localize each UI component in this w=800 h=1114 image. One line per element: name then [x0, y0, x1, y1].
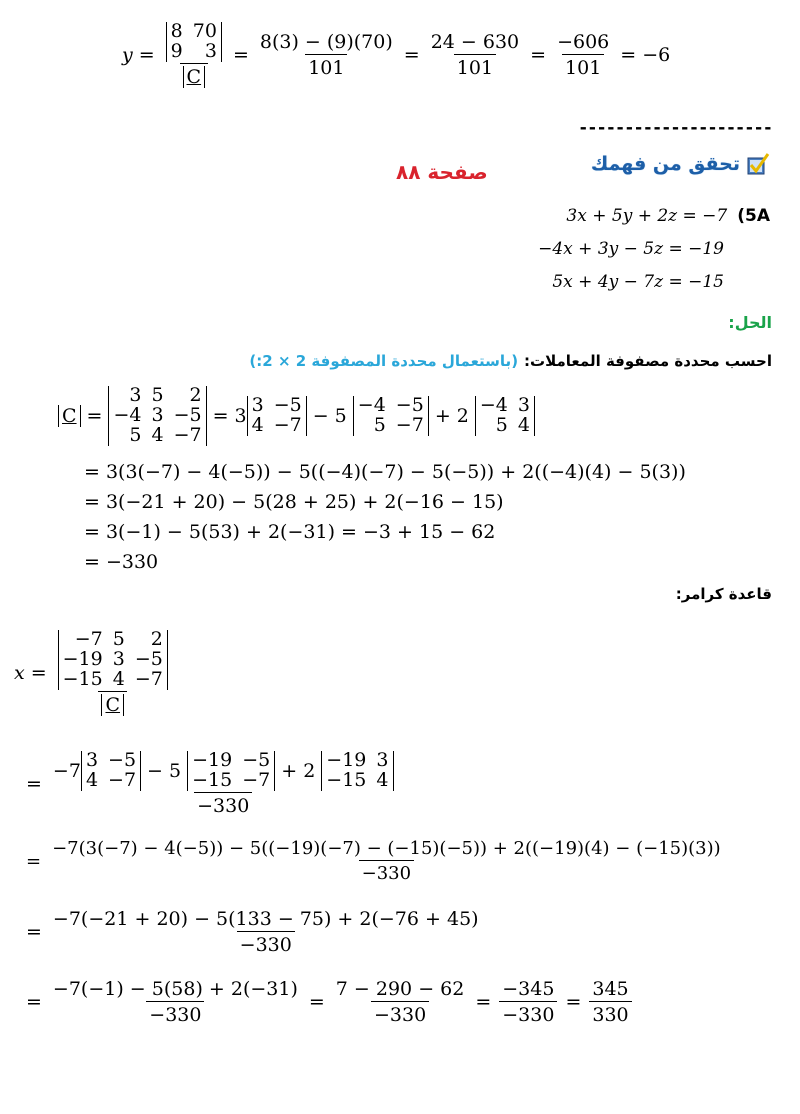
minor-determinant-1 — [81, 751, 141, 791]
math-token: 101 — [454, 54, 496, 79]
math-token: 101 — [305, 54, 347, 79]
problem-label: (5A — [737, 206, 770, 226]
instruction-main: احسب محددة مصفوفة المعاملات: — [524, 352, 772, 370]
x-step-4: = $\frac{-7(-1) - 5(58) + 2(-31)}{-330}$ = $\frac{7 - 290 - 62}{-330}$ = $\frac{-345}{-330}$ = $\frac{345}{330}$ — [26, 978, 634, 1026]
detc-line-5: = −330 — [84, 551, 159, 573]
y-variable: y — [122, 43, 133, 66]
y-step-fraction-2 — [428, 31, 522, 79]
math-token: 3 — [151, 403, 164, 426]
minor-determinant-3 — [321, 751, 393, 791]
math-token: −7 — [173, 423, 202, 446]
math-token: 5 — [373, 413, 386, 436]
math-token: 3 — [112, 647, 125, 670]
math-token: −7 — [52, 759, 81, 782]
math-token: −15 — [192, 768, 233, 791]
math-token: −330 — [371, 1001, 429, 1026]
cofactor-coefficient: + 2 — [434, 404, 469, 427]
minor-determinant-2 — [187, 751, 275, 791]
math-token: 5 — [495, 413, 508, 436]
math-token: 4 — [151, 423, 164, 446]
math-token: −330 — [359, 860, 414, 884]
x-cramer-fraction — [55, 630, 171, 716]
math-token: −5 — [134, 647, 163, 670]
minor-determinant-3 — [475, 393, 535, 436]
math-token: −4 — [113, 403, 142, 426]
math-token: 5 — [129, 423, 142, 446]
x-variable: x — [14, 661, 25, 684]
instruction-paren: (باستعمال محددة المصفوفة 2 × 2:) — [249, 352, 519, 370]
y-step-fraction-1 — [257, 31, 396, 79]
math-token: −15 — [62, 667, 103, 690]
math-token: −7 — [395, 413, 424, 436]
check-understanding-heading — [591, 152, 770, 176]
math-token: −15 — [326, 768, 367, 791]
page-reference: صفحة ٨٨ — [396, 160, 488, 184]
math-token: 5 — [151, 384, 164, 406]
math-token: + 2 — [281, 759, 316, 782]
math-token: −19 — [62, 647, 103, 670]
math-token: 3 — [517, 393, 530, 416]
math-token: 330 — [589, 1001, 631, 1026]
math-token: 345 — [592, 978, 629, 1000]
math-token: −606 — [557, 30, 610, 53]
solution-label: الحل: — [728, 313, 772, 332]
detc-line-1: C = 3 5 2 −4 3 −5 5 4 −7 = 3 3 −5 4 −7 − 5 −4 −5 5 −7 + 2 −4 3 5 4 — [58, 386, 535, 446]
math-token: −5 — [273, 393, 302, 416]
math-token: −7 — [242, 768, 271, 791]
math-token: 7 − 290 − 62 — [335, 978, 465, 1000]
math-token: −7 — [273, 413, 302, 436]
det-entry: 70 — [192, 20, 217, 42]
y-cramer-fraction — [163, 22, 225, 88]
dashed-divider: --------------------- — [578, 118, 772, 138]
math-token: −5 — [395, 393, 424, 416]
math-token: 4 — [251, 413, 264, 436]
y-equation: y = 8 70 9 3 C = $\frac{8(3) - (9)(70)}{101}$ = $\frac{24 - 630}{101}$ = $\frac{-606}{101}$ = −6 — [122, 20, 671, 88]
math-token: −7 — [74, 628, 103, 650]
x-equation: x = −7 5 2 −19 3 −5 −15 4 −7 C — [14, 630, 173, 716]
detc-line-4: = 3(−1) − 5(53) + 2(−31) = −3 + 15 − 62 — [84, 521, 496, 543]
math-token: 8(3) − (9)(70) — [259, 30, 393, 53]
x-step-2: = −7(3(−7) − 4(−5)) − 5((−19)(−7) − (−15)(−5)) + 2((−19)(4) − (−15)(3)) −330 — [26, 838, 726, 884]
math-token: 4 — [376, 768, 389, 791]
y-numerator-determinant — [166, 22, 222, 62]
math-token: 2 — [189, 384, 202, 406]
math-token: 3 — [129, 384, 142, 406]
det-entry: 3 — [204, 39, 217, 62]
math-token: −330 — [194, 792, 252, 817]
x-numerator-determinant — [58, 630, 168, 690]
minor-determinant-2 — [353, 393, 429, 436]
math-token: 4 — [85, 768, 99, 791]
math-token: −7(−1) − 5(58) + 2(−31) — [52, 978, 298, 1000]
matrix-c-symbol: C — [105, 693, 121, 716]
math-token: −19 — [326, 749, 367, 771]
checkmark-icon — [746, 152, 770, 176]
detc-line-2: = 3(3(−7) − 4(−5)) − 5((−4)(−7) − 5(−5)) + 2((−4)(4) − 5(3)) — [84, 461, 686, 483]
x-step-3: = $\frac{-7(-21 + 20) - 5(133 - 75) + 2(-76 + 45)}{-330}$ — [26, 908, 484, 956]
math-token: 3 — [376, 749, 389, 771]
minor-determinant-1 — [247, 393, 307, 436]
math-token: −4 — [357, 393, 386, 416]
math-token: 3 — [85, 749, 99, 771]
math-token: −345 — [502, 978, 555, 1000]
instruction-line — [249, 352, 772, 370]
problem-system — [538, 200, 770, 299]
math-token: − 5 — [147, 759, 182, 782]
coefficient-determinant — [108, 386, 206, 446]
math-token: 3 — [251, 393, 264, 416]
math-token: −330 — [499, 1001, 557, 1026]
math-token: −5 — [173, 403, 202, 426]
cofactor-coefficient: 3 — [234, 404, 247, 427]
equation-2: −4x + 3y − 5z = −19 — [538, 239, 724, 259]
cofactor-coefficient: − 5 — [312, 404, 347, 427]
math-token: −7(3(−7) − 4(−5)) − 5((−19)(−7) − (−15)(−5)) + 2((−19)(4) − (−15)(3)) — [52, 838, 721, 859]
det-entry: 9 — [170, 39, 183, 62]
detc-line-3: = 3(−21 + 20) − 5(28 + 25) + 2(−16 − 15) — [84, 491, 504, 513]
cramer-rule-label: قاعدة كرامر: — [675, 585, 772, 603]
x-step-1: = −7 3 −5 4 −7 − 5 −19 −5 −15 −7 + 2 −19 3 −15 4 −330 — [26, 751, 399, 817]
matrix-c-symbol: C — [62, 404, 77, 427]
check-understanding-label: تحقق من فهمك — [590, 153, 740, 175]
math-token: 101 — [562, 54, 604, 79]
math-token: −7(−21 + 20) − 5(133 − 75) + 2(−76 + 45) — [52, 908, 479, 930]
math-token: −7 — [108, 768, 137, 791]
math-token: 4 — [517, 413, 530, 436]
det-entry: 8 — [170, 20, 183, 42]
equation-1: 3x + 5y + 2z = −7 — [566, 206, 728, 226]
y-result: −6 — [642, 43, 671, 66]
math-token: −5 — [242, 749, 271, 771]
math-token: 4 — [112, 667, 125, 690]
math-token: −4 — [479, 393, 508, 416]
math-token: −19 — [192, 749, 233, 771]
math-token: −330 — [146, 1001, 204, 1026]
math-token: 5 — [112, 628, 125, 650]
math-token: 24 − 630 — [430, 30, 520, 53]
math-token: −7 — [134, 667, 163, 690]
math-token: 2 — [150, 628, 163, 650]
y-step-fraction-3 — [554, 31, 612, 79]
math-token: −330 — [237, 931, 295, 956]
matrix-c-symbol: C — [186, 65, 202, 88]
equation-3: 5x + 4y − 7z = −15 — [552, 272, 724, 292]
math-token: −5 — [108, 749, 137, 771]
